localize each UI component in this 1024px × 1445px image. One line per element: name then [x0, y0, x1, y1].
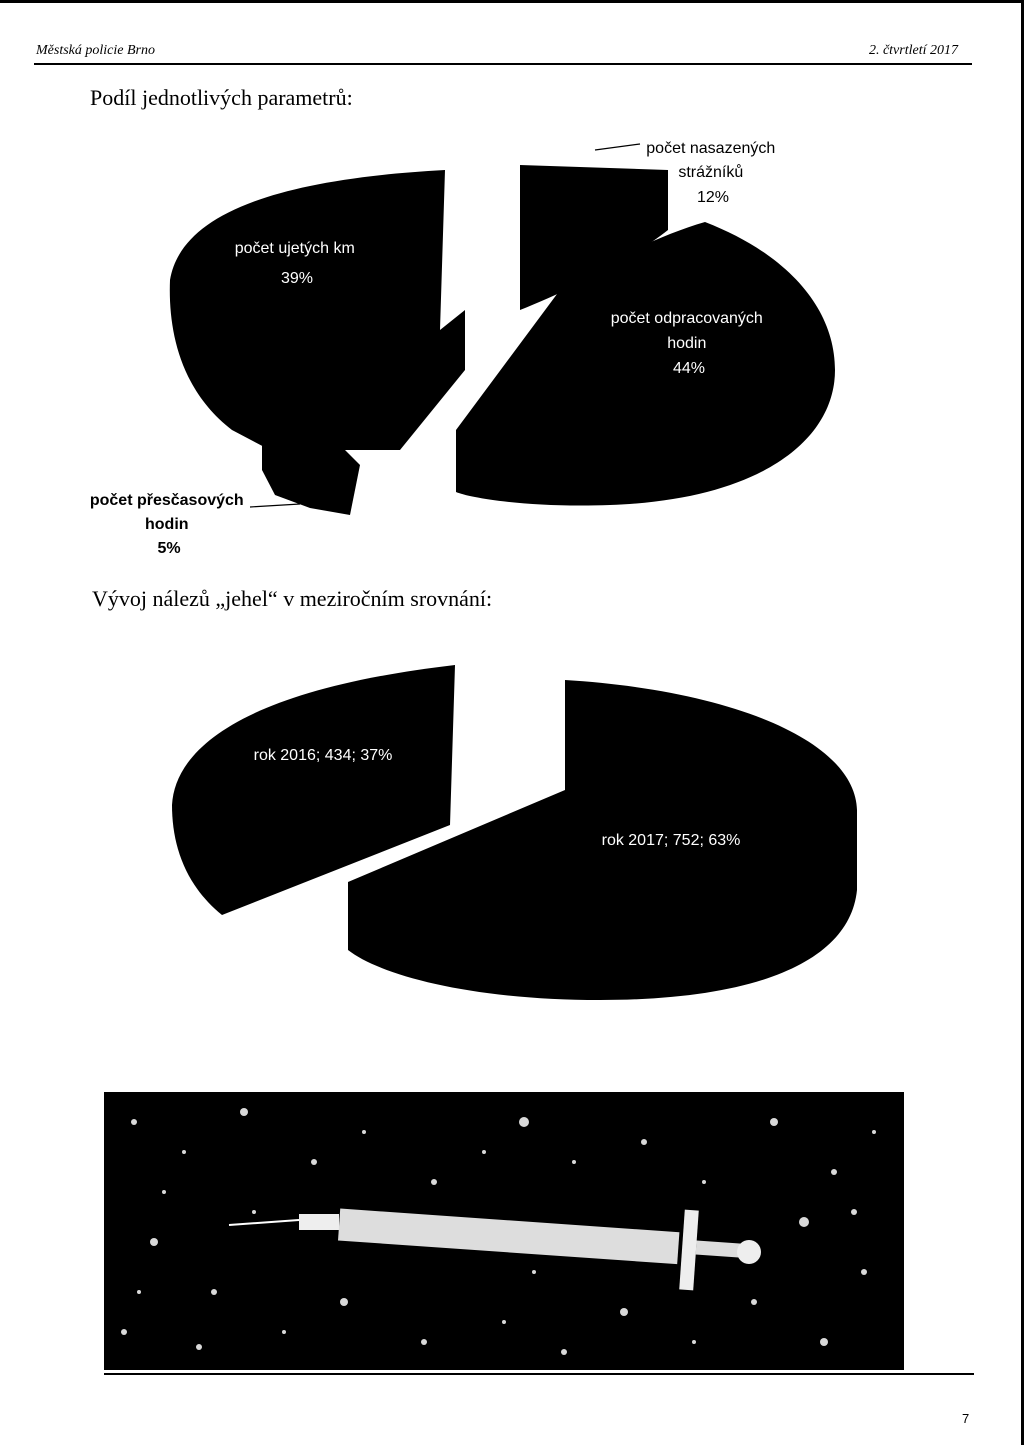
label-km-line-1: počet ujetých km	[234, 240, 355, 257]
parameters-pie-chart	[0, 130, 1024, 570]
label-2017: rok 2017; 752; 63%	[601, 832, 741, 849]
syringe-photo	[104, 1092, 904, 1370]
label-straznici-line-3: 12%	[696, 189, 730, 206]
label-prescas-line-3: 5%	[157, 540, 181, 557]
section-title-needles: Vývoj nálezů „jehel“ v meziročním srovnání:	[92, 586, 493, 611]
section-title-parameters: Podíl jednotlivých parametrů:	[90, 85, 353, 110]
label-hodiny-line-3: 44%	[672, 360, 706, 377]
leader-line-straznici	[595, 144, 640, 150]
label-prescas	[90, 492, 248, 557]
label-km-line-2: 39%	[280, 270, 314, 287]
bottom-rule	[104, 1373, 974, 1375]
pie-slice-hodiny	[456, 222, 835, 506]
pie-slice-km	[170, 170, 465, 450]
syringe-image	[104, 1092, 904, 1370]
page-number: 7	[962, 1411, 970, 1426]
label-straznici-line-2: strážníků	[678, 164, 744, 181]
header-period: 2. čtvrtletí 2017	[868, 43, 958, 58]
leader-line-prescas	[250, 504, 300, 507]
label-prescas-line-1: počet přesčasových	[89, 492, 244, 509]
label-straznici-line-1: počet nasazených	[646, 140, 776, 157]
header-organization: Městská policie Brno	[36, 43, 155, 58]
label-hodiny-line-1: počet odpracovaných	[610, 310, 763, 327]
label-prescas-line-2: hodin	[145, 516, 189, 533]
needles-pie-chart	[0, 660, 1024, 1010]
header-rule	[34, 63, 972, 65]
top-border	[0, 0, 1024, 3]
label-2016: rok 2016; 434; 37%	[253, 747, 393, 764]
label-hodiny-line-2: hodin	[667, 335, 707, 352]
